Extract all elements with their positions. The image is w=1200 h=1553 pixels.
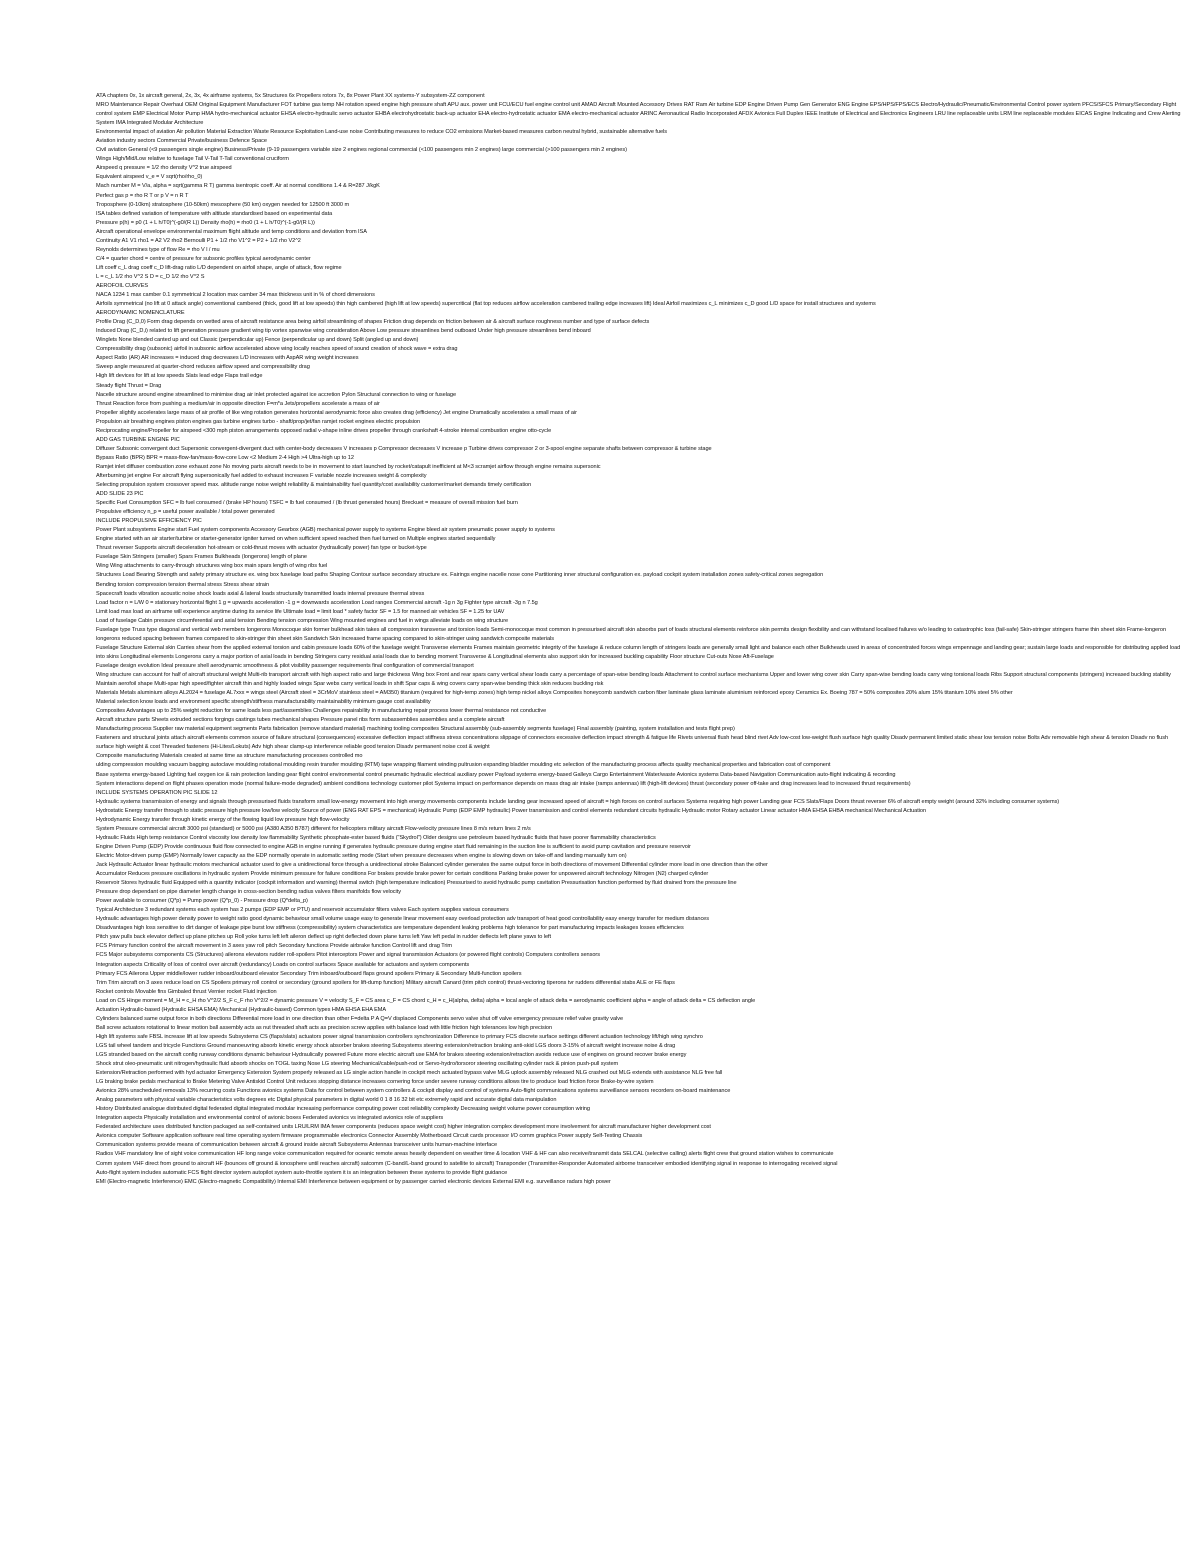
note-line: Bending torsion compression tension thermal stress Stress shear strain bbox=[96, 581, 270, 588]
note-line: Integration aspects Physically installation and environmental control of avionic boxes Federated avionics vs integrated avionics role of suppliers bbox=[96, 1115, 444, 1122]
note-line: Electric Motor-driven pump (EMP) Normally lower capacity as the EDP normally operate in automatic setting mode (Start when pressure decreases when engine is slowing down on take-off and landing manually turn on) bbox=[96, 852, 627, 859]
note-line: Actuation Hydraulic-based (Hydraulic EHSA EMA) Mechanical (Hydraulic-based) Common types HMA EHSA EHA EMA bbox=[96, 1006, 387, 1013]
note-line: Load on CS Hinge moment = M_H = c_H rho V^2/2 S_F c_F rho V^2/2 = dynamic pressure V = velocity S_F = CS area c_F = CS chord c_H = c_H(alpha, delta) alpha = local angle of attack delta = aerodynamic coefficient alpha = angle of attack delta = CS deflection angle bbox=[96, 997, 756, 1004]
note-line: Typical Architecture 3 redundant systems each system has 2 pumps (EDP EMP or PTU) and reservoir accumulator filters valves Each system supplies various consumers bbox=[96, 907, 509, 914]
note-line: Materials Metals aluminium alloys AL2024 = fuselage AL7xxx = wings steel (Aircraft steel = 3CrMoV stainless steel = AM350) titanium (required for high-temp zones) high temp nickel alloys Composites honeycomb sandwich carbon fiber laminate glass laminate aluminium reinforced epoxy Ceramics Ex. Boeing 787 = 50% composites 20% alum 15% titanium 10% steel 5% other bbox=[96, 690, 1013, 697]
note-line: Compressibility drag (subsonic) airfoil in subsonic airflow accelerated above wing locally reaches speed of sound creation of shock wave = extra drag bbox=[96, 346, 458, 353]
note-line: Limit load max load an airframe will experience anytime during its service life Ultimate load = limit load * safety factor SF = 1.5 for manned air vehicles SF = 1.25 for UAV bbox=[96, 608, 505, 615]
note-line: Wing Wing attachments to carry-through structures wing box main spars length of wing ribs fuel bbox=[96, 563, 328, 570]
note-line: Environmental impact of aviation Air pollution Material Extraction Waste Resource Exploitation Land-use noise Contributing measures to reduce CO2 emissions Market-based measures carbon neutral hybrid, sustainable alternative fuels bbox=[96, 129, 667, 136]
note-line: Troposphere (0-10km) stratosphere (10-50km) mesosphere (50 km) oxygen needed for 12500 ft 3000 m bbox=[96, 201, 350, 208]
note-line: ADD GAS TURBINE ENGINE PIC bbox=[96, 436, 180, 443]
note-line: Wing structure can account for half of aircraft structural weight Multi-rib transport aircraft with high aspect ratio and large thickness Wing box Front and rear spars carry vertical shear loads carry a percentage of span-wise bending loads Attachment to control surface mechanisms Upper and lower wing cover skin Carry span-wise bending loads carry wing torsional loads Ribs Support structural components (stringers) increased buckling stability Maintain aerofoil shape Multi-spar high speed/fighter aircraft thin and highly loaded wings Spar webs carry vertical loads in shift Spar caps & wing covers carry span-wise bending thick skin reduces buckling risk bbox=[96, 672, 1171, 688]
note-line: Fuselage type Truss type diagonal and vertical web members longerons Monocoque skin former bulkhead skin takes all compression transverse and torsion loads Semi-monocoque most common in pressurised aircraft skin absorbs part of loads structural elements reinforce skin permits design flexibility and can withstand localised failures w/o leading to catastrophic loss (fail-safe) Skin-stringer stringers frame thin sheet skin Frame-longeron longerons reduced spacing between frames compared to skin-stringer thin sheet skin Sandwich Skin increased frame spacing compared to skin-stringer using sandwich composite materials bbox=[96, 626, 1167, 642]
note-line: Base systems energy-based Lighting fuel oxygen ice & rain protection landing gear flight control environmental control pneumatic hydraulic electrical auxiliary power Payload systems energy-based Galleys Cargo Entertainment Water/waste Avionics systems Data-based Navigation Communication auto-flight indicating & recording bbox=[96, 771, 896, 778]
note-line: LGS tail wheel tandem and tricycle Functions Ground manoeuvring absorb kinetic energy shock absorber brakes steering Subsystems steering extension/retraction braking anti-skid LGS doors 3-15% of aircraft weight increase noise & drag bbox=[96, 1042, 676, 1049]
note-line: Load factor n = L/W 0 = stationary horizontal flight 1 g = upwards acceleration -1 g = downwards acceleration Load ranges Commercial aircraft -1g n 3g Fighter type aircraft -3g n 7.5g bbox=[96, 599, 538, 606]
note-line: Reciprocating engine/Propeller for airspeed <300 mph piston arrangements opposed radial v-shape inline drives propeller through crankshaft 4-stroke internal combustion engine otto-cycle bbox=[96, 427, 552, 434]
note-line: ulding compression moulding vacuum bagging autoclave moulding rotational moulding resin transfer moulding (RTM) tape wrapping filament winding pultrusion expanding bladder moulding etc selection of the manufacturing process affects quality mechanical properties and fabrication cost of component bbox=[96, 762, 831, 769]
note-line: FCS Primary function control the aircraft movement in 3 axes yaw roll pitch Secondary functions Provide airbrake function Control lift and drag Trim bbox=[96, 943, 453, 950]
note-line: Aircraft operational envelope environmental maximum flight altitude and temp conditions and deviation from ISA bbox=[96, 228, 367, 235]
note-line: Propulsive efficiency n_p = useful power available / total power generated bbox=[96, 509, 275, 516]
note-line: Nacelle structure around engine streamlined to minimise drag air inlet protected against ice accretion Pylon Structural connection to wing or fuselage bbox=[96, 391, 457, 398]
note-line: Reservoir Stores hydraulic fluid Equipped with a quantity indicator (cockpit information and warning) thermal switch (high temperature indication) Pressurised to avoid hydraulic pump cavitation Pressurisation function performed by fluid drained from the pressure line bbox=[96, 880, 737, 887]
note-line: Fuselage design evolution Ideal pressure shell aerodynamic smoothness & pilot visibility passenger requirements final configuration of commercial transport bbox=[96, 662, 474, 669]
note-line: Hydraulic systems transmission of energy and signals through pressurised fluids transform small low-energy movement into high energy movements components include landing gear increased speed of aircraft = high forces on control surfaces Systems requiring high power Landing gear FCS Slats/Flaps Doors thrust reverser 6% of aircraft empty weight (around 32% including consumer systems) bbox=[96, 798, 1060, 805]
note-line: Steady flight Thrust = Drag bbox=[96, 382, 162, 389]
note-line: L = c_L 1/2 rho V^2 S D = c_D 1/2 rho V^2 S bbox=[96, 273, 205, 280]
note-line: ISA tables defined variation of temperature with altitude standardised based on experimental data bbox=[96, 210, 333, 217]
note-line: Structures Load Bearing Strength and safety primary structure ex. wing box fuselage load paths Shaping Contour surface secondary structure ex. Fairings engine nacelle nose cone Partitioning inner structural configuration ex. payload cockpit system installation zones safety-critical zones segregation bbox=[96, 572, 824, 579]
note-line: Hydraulic Fluids High temp resistance Control viscosity low density low flammability Synthetic phosphate-ester based fluids ("Skydrol") Older designs use petroleum based hydraulic fluids that have poorer flammability characteristics bbox=[96, 834, 656, 841]
note-line: AEROFOIL CURVES bbox=[96, 282, 149, 289]
note-line: Perfect gas p = rho R T or p V = n R T bbox=[96, 192, 189, 199]
note-line: AERODYNAMIC NOMENCLATURE bbox=[96, 310, 185, 317]
note-line: Profile Drag (C_D,0) Form drag depends on wetted area of aircraft resistance area being airfoil streamlining of shapes Friction drag depends on friction between air & aircraft surface roughness number and type of surface defects bbox=[96, 319, 650, 326]
note-line: NACA 1234 1 max camber 0.1 symmetrical 2 location max camber 34 max thickness unit in % of chord dimensions bbox=[96, 292, 375, 299]
note-line: Load of fuselage Cabin pressure circumferential and axial tension Bending tension compression Wing mounted engines and fuel in wings alleviate loads on wing structure bbox=[96, 617, 509, 624]
note-line: Hydrostatic Energy transfer through to static pressure high pressure low/low velocity Source of power (ENG RAT EPS = mechanical) Hydraulic Pump (EDP EMP hydraulic) Power transmission and control elements redundant circuits hydraulic Hydraulic motor Rotary actuator Linear actuator HMA EHSA EHBA mechanical Mechanical Actuation bbox=[96, 807, 927, 814]
note-line: Disadvantages high loss sensitive to dirt danger of leakage pipe burst low stiffness (compressibility) system characteristics are temperature dependent leaking problems high tolerance for part manufacturing impacts leakages losses efficiencies bbox=[96, 925, 684, 932]
note-line: Avionics computer Software application software real time operating system firmware programmable electronics Connector Assembly Motherboard Circuit cards processor I/O comm graphics Power supply Self-Testing Chassis bbox=[96, 1133, 643, 1140]
note-line: Selecting propulsion system crossover speed max. altitude range noise weight reliability & maintainability fuel quantity/cost availability customer/market demands timely certification bbox=[96, 482, 532, 489]
note-line: Trim Trim aircraft on 3 axes reduce load on CS Spoilers primary roll control or secondary (ground spoilers for lift-dump function) Military aircraft Canard (trim pitch control) thrust-vectoring tiperons tvr rudders differential stabs ALE or FE flaps bbox=[96, 979, 675, 986]
note-line: Specific Fuel Consumption SFC = lb fuel consumed / (brake HP hours) TSFC = lb fuel consumed / (lb thrust generated hours) Breckuet = measure of overall mission fuel burn bbox=[96, 500, 518, 507]
note-line: Federated architecture uses distributed function packaged as self-contained units LRU/LRM IMA fewer components (reduces space weight cost) higher integration complex development more involvement for aircraft manufacturer higher development cost bbox=[96, 1124, 711, 1131]
note-line: ADD SLIDE 23 PIC bbox=[96, 491, 144, 498]
note-line: Pitch yaw pulls back elevator deflect up plane pitches up Roll yoke turns left left aileron deflect up right deflected down plane turns left Yaw left pedal in rudder deflects left plane yaws to left bbox=[96, 934, 552, 941]
note-line: Power available to consumer (Q*p) = Pump power (Q*p_0) - Pressure drop (Q*delta_p) bbox=[96, 898, 308, 905]
note-line: C/4 = quarter chord = centre of pressure for subsonic profiles typical aerodynamic center bbox=[96, 255, 311, 262]
note-line: Comm system VHF direct from ground to aircraft HF (bounces off ground & ionosphere until reaches aircraft) satcomm (C-band/L-band ground to satellite to aircraft) Transponder (Transmitter-Responder Automated airborne transceiver embodied identifying signal in response to interrogating received signal bbox=[96, 1160, 838, 1167]
note-line: Reynolds determines type of flow Re = rho V l / mu bbox=[96, 246, 220, 253]
note-line: System interactions depend on flight phases operation mode (normal failure-mode degraded) ambient conditions technology customer pilot Systems impact on performance depends on mass drag air intake (ramps antennas) lift (high-lift devices) thrust (secondary power off-take and drag increases lead to increased thrust requirements) bbox=[96, 780, 911, 787]
note-line: Fuselage Skin Stringers (smaller) Spars Frames Bulkheads (longerons) length of plane bbox=[96, 554, 307, 561]
note-line: Pressure p(h) = p0 (1 + L h/T0)^(-g0/(R L)) Density rho(h) = rho0 (1 + L h/T0)^(-1-g0/(R L)) bbox=[96, 219, 315, 226]
note-line: Winglets None blended canted up and out Classic (perpendicular up) Fence (perpendicular up and down) Split (angled up and down) bbox=[96, 337, 419, 344]
note-line: Ball screw actuators rotational to linear motion ball assembly acts as nut threaded shaft acts as precision screw applies with balance load with little friction high tolerances low high precision bbox=[96, 1024, 553, 1031]
note-line: Ramjet inlet diffuser combustion zone exhaust zone No moving parts aircraft needs to be in movement to start launched by rocket/catapult inefficient at M<3 scramjet airflow through engine remains supersonic bbox=[96, 463, 601, 470]
note-line: System Pressure commercial aircraft 3000 psi (standard) or 5000 psi (A380 A350 B787) different for helicopters military aircraft Flow-velocity pressure lines 8 m/s return lines 2 m/s bbox=[96, 825, 531, 832]
note-line: Accumulator Reduces pressure oscillations in hydraulic system Provide minimum pressure for failure conditions For brakes provide brake power for certain conditions Parking brake power for unpowered aircraft technology Nitrogen (N2) charged cylinder bbox=[96, 871, 709, 878]
note-line: Airspeed q pressure = 1/2 rho density V^2 true airspeed bbox=[96, 165, 232, 172]
note-line: Wings High/Mid/Low relative to fuselage Tail V-Tail T-Tail conventional cruciform bbox=[96, 156, 289, 163]
note-line: Fasteners and structural joints attach aircraft elements common source of failure structural (consequences) excessive deflection impact stiffness stress concentrations slippage of connectors excessive deflection impact strength & fatigue life Rivets universal flush head blind rivet Adv low-cost low-weight flush surface high quality Disadv permanent limited static shear low tension noise Bolts Adv removable high shear & tension Disadv no flush surface high weight & cost Threaded fasteners (Hi-Lites/Lokuts) Adv high shear clamp-up interference reliable good tension Disadv permanent noise cost & weight bbox=[96, 735, 1169, 751]
note-line: Avionics 28% unscheduled removals 13% recurring costs Functions avionics systems Data for control between system controllers & cockpit display and control of systems Auto-flight communications systems surveillance sensors recorders on-board maintenance bbox=[96, 1088, 731, 1095]
note-line: Composite manufacturing Materials created at same time as structure manufacturing processes controlled mo bbox=[96, 753, 363, 760]
note-line: Thrust Reaction force from pushing a medium/air in opposite direction F=m*a Jets/propellers accelerate a mass of air bbox=[96, 400, 380, 407]
note-line: Continuity A1 V1 rho1 = A2 V2 rho2 Bernoulli P1 + 1/2 rho V1^2 = P2 + 1/2 rho V2^2 bbox=[96, 237, 301, 244]
note-line: Hydraulic advantages high power density power to weight ratio good dynamic behaviour small volume usage easy to generate linear movement easy overload protection adv transport of heat good controllability easy energy transfer for medium distances bbox=[96, 916, 709, 923]
note-line: Aspect Ratio (AR) AR increases = induced drag decreases L/D increases with AspAR wing weight increases bbox=[96, 355, 359, 362]
note-line: High lift devices for lift at low speeds Slats lead edge Flaps trail edge bbox=[96, 373, 263, 380]
note-line: Bypass Ratio (BPR) BPR = mass-flow-fan/mass-flow-core Low <2 Medium 2-4 High >4 Ultra-high up to 12 bbox=[96, 454, 354, 461]
note-line: Composites Advantages up to 25% weight reduction for same loads less part/assemblies Challenges repairability in manufacturing repair process lower thermal resistance not conductive bbox=[96, 708, 547, 715]
note-line: INCLUDE SYSTEMS OPERATION PIC SLIDE 12 bbox=[96, 789, 218, 796]
note-line: Integration aspects Criticality of loss of control over aircraft (redundancy) Loads on control surfaces Space available for actuators and system components bbox=[96, 961, 470, 968]
note-line: Sweep angle measured at quarter-chord reduces airflow speed and compressibility drag bbox=[96, 364, 310, 371]
note-line: History Distributed analogue distributed digital federated digital integrated modular increasing performance computing power cost reliability complexity Decreasing weight volume power consumption wiring bbox=[96, 1106, 590, 1113]
note-line: Rocket controls Movable fins Gimbaled thrust Vernier rocket Fluid injection bbox=[96, 988, 277, 995]
note-line: High lift systems safe FBSL increase lift at low speeds Subsystems CS (flaps/slats) actuators power signal transmission controllers synchronization Difference to primary FCS discrete surface settings different actuation technology lift/high wing synchro bbox=[96, 1033, 703, 1040]
notes-body bbox=[96, 92, 1182, 1187]
note-line: Engine Driven Pump (EDP) Provide continuous fluid flow connected to engine AGB in engine running if generates hydraulic pressure during engine start fluid remaining in the suction line is sufficient to avoid pump cavitation and pressure reservoir bbox=[96, 843, 691, 850]
note-line: Jack Hydraulic Actuator linear hydraulic motors mechanical actuator used to give a unidirectional force through a unidirectional stroke Balanced cylinder generates the same output force in both directions of movement Differential cylinder more load in one direction than the other bbox=[96, 861, 768, 868]
note-line: Material selection know loads and environment specific strength/stiffness manufacturability maintainability minimum gauge cost availability bbox=[96, 699, 431, 706]
note-line: Aviation industry sectors Commercial Private/business Defence Space bbox=[96, 138, 267, 145]
note-line: Equivalent airspeed v_e = V sqrt(rho/rho_0) bbox=[96, 174, 203, 181]
note-line: Propulsion air breathing engines piston engines gas turbine engines turbo - shaft/prop/jet/fan ramjet rocket engines electric propulsion bbox=[96, 418, 421, 425]
note-line: LGS stranded based on the aircraft config runway conditions dynamic behaviour Hydraulically powered Future more electric aircraft use EMA for brakes steering extension/retraction avoids reduce use of engines on ground recover brake energy bbox=[96, 1051, 687, 1058]
note-line: Induced Drag (C_D,i) related to lift generation pressure gradient wing tip vortex spanwise wing consideration Above Low pressure streamlines bend outboard Under high pressure streamlines bend inboard bbox=[96, 328, 591, 335]
note-line: INCLUDE PROPULSIVE EFFICIENCY PIC bbox=[96, 518, 202, 525]
note-line: Fuselage Structure External skin Carries shear from the applied external torsion and cabin pressure loads 60% of the fuselage weight Transverse elements Frames maintain geometric integrity of the fuselage & reduce column length of stringers loads are generally small light and balance each other Bulkheads used in areas of concentrated forces wings empennage and landing gear; sustain large loads and responsible for distributing applied load into skins Longitudinal elements Longerons carry a major portion of axial loads in bending Stringers carry residual axial loads due to bending moment Transverse & Longitudinal elements also support skin for increased buckling capability Floor structure Cut-outs Nose Aft-Fuselage bbox=[96, 644, 1181, 660]
note-line: Aircraft structure parts Sheets extruded sections forgings castings tubes mechanical shapes Pressure panel ribs form subassemblies assemblies and a complete aircraft bbox=[96, 717, 505, 724]
note-line: Primary FCS Ailerons Upper middle/lower rudder inboard/outboard elevator Secondary Trim inboard/outboard flaps ground spoilers Primary & Secondary Multi-function spoilers bbox=[96, 970, 522, 977]
note-line: Lift coeff c_L drag coeff c_D lift-drag ratio L/D dependent on airfoil shape, angle of attack, flow regime bbox=[96, 264, 342, 271]
note-line: Manufacturing process Supplier raw material equipment segments Parts fabrication (remove standard material) machining tooling composites Structural assembly (sub-assembly segments fuselage) Final assembly (painting, system installation and tests flight prep) bbox=[96, 726, 735, 733]
note-line: LG braking brake pedals mechanical to Brake Metering Valve Antiskid Control Unit reduces stopping distance increases cornering force under severe runway conditions allows tire to produce load friction force Brake-by-wire system bbox=[96, 1079, 654, 1086]
note-line: Auto-flight system includes automatic FCS flight director system autopilot system auto-throttle system it is an integration between these systems to provide flight guidance bbox=[96, 1169, 508, 1176]
note-line: Afterburning jet engine For aircraft flying supersonically fuel added to exhaust increases F variable nozzle increases weight & complexity bbox=[96, 472, 427, 479]
note-line: MRO Maintenance Repair Overhaul OEM Original Equipment Manufacturer FOT turbine gas temp NH rotation speed engine high pressure shaft APU aux. power unit FCU/ECU fuel engine control unit AMAD Aircraft Mounted Accessory Drives RAT Ram Air turbine EDP Engine Driven Pump Gen Generator ENG Engine EPS/HPS/FPS/ECS Electro/Hydraulic/Pneumatic/Environmental Control power system PFCS/SFCS Primary/Secondary Flight control system EMP Electrical Motor Pump HMA hydro-mechanical actuator EHSA electro-hydraulic servo actuator EHBA electrohydrostatic back-up actuator EHA electro-hydrostatic actuator EMA electro-mechanical actuator ARINC Aeronautical Radio Incorporated AFDX Avionics Full Duplex IEEE Institute of Electrical and Electronics Engineers LRU line replaceable units LRM line replaceable modules EICAS Engine Indicating and Crew Alerting System IMA Integrated Modular Architecture bbox=[96, 102, 1181, 127]
note-line: ATA chapters 0x, 1x aircraft general, 2x, 3x, 4x airframe systems, 5x Structures 6x Propellers rotors 7x, 8x Power Plant XX systems-Y subsystem-ZZ component bbox=[96, 93, 485, 99]
note-line: Propeller slightly accelerates large mass of air profile of like wing rotation generates horizontal aerodynamic force also creates drag (efficiency) Jet engine Dramatically accelerates a small mass of air bbox=[96, 409, 577, 416]
note-line: Mach number M = V/a, alpha = sqrt(gamma R T) gamma isentropic coeff. Air at normal conditions 1.4 & R=287 J/kgK bbox=[96, 183, 380, 190]
note-line: Civil aviation General (<9 passengers single engine) Business/Private (9-19 passengers variable size 2 engines regional commercial (<100 passengers min 2 engines) large commercial (>100 passengers min 2 engines) bbox=[96, 147, 627, 154]
note-line: Pressure drop dependant on pipe diameter length change in cross-section bending radius valves filters manifolds flow velocity bbox=[96, 889, 401, 896]
note-line: Engine started with an air starter/turbine or starter-generator igniter turned on when sufficient speed reached then fuel turned on Multiple engines started sequentially bbox=[96, 536, 496, 543]
note-line: Communication systems provide means of communication between aircraft & ground inside aircraft Subsystems Antennas transceiver units human-machine interface bbox=[96, 1142, 498, 1149]
note-line: Hydrodynamic Energy transfer through kinetic energy of the flowing liquid low pressure high flow-velocity bbox=[96, 816, 350, 823]
note-line: Radios VHF mandatory line of sight voice communication HF long range voice communication required for oceanic remote areas heavily dependent on weather time & location VHF & HF can also receive/transmit data SELCAL (selective calling) alerts flight crew that ground station wishes to communicate bbox=[96, 1151, 834, 1158]
note-line: Extension/Retraction performed with hyd actuator Emergency Extension System properly released as LG single action handle in cockpit mech actuated bypass valve MLG uplock assembly released NLG crashed out MLG extends with assistance NLG free fall bbox=[96, 1070, 723, 1077]
note-line: Power Plant subsystems Engine start Fuel system components Accessory Gearbox (AGB) mechanical power supply to systems Engine bleed air system pneumatic power supply to systems bbox=[96, 527, 555, 534]
note-line: Airfoils symmetrical (no lift at 0 attack angle) conventional cambered (thick, good lift at low speeds) thin high cambered (high lift at low speeds) supercritical (flat top reduces airflow acceleration cambered trailing edge increases lift) Ideal Airfoil maximizes c_L minimizes c_D good L/D space for install structures and systems bbox=[96, 301, 876, 308]
note-line: EMI (Electro-magnetic Interference) EMC (Electro-magnetic Compatibility) Internal EMI Interference between equipment or by passenger carried electronic devices External EMI e.g. surveillance radars high power bbox=[96, 1178, 611, 1185]
note-line: Cylinders balanced same output force in both directions Differential more load in one direction than other F=delta P A Q=V displaced Components servo valve shut off valve emergency pressure relief valve gravity valve bbox=[96, 1015, 624, 1022]
note-line: Analog parameters with physical variable characteristics volts degrees etc Digital physical parameters in digital world 0 1 8 16 32 bit etc extremely rapid and accurate digital data manipulation bbox=[96, 1097, 557, 1104]
note-line: Shock strut oleo-pneumatic unit nitrogen/hydraulic fluid absorb shocks on TOGL taxing Nose LG steering Mechanical/cable/push-rod or Servo-hydro/torsoror steering oscillating cylinder rack & pinion push-pull system bbox=[96, 1061, 619, 1068]
note-line: Thrust reverser Supports aircraft deceleration hot-stream or cold-thrust moves with actuator (hydraulically power) fan type or bucket-type bbox=[96, 545, 427, 552]
note-line: FCS Major subsystems components CS (Structures) ailerons elevators rudder roll-spoilers Pitot interceptors Power and signal transmission Actuators (or powered flight controls) Computers controllers sensors bbox=[96, 952, 600, 959]
note-line: Diffuser Subsonic convergent duct Supersonic convergent-divergent duct with center-body decreases V increases p Compressor decreases V increase p Turbine drives compressor 2 or 3-spool engine separate shafts between compressor & turbine stage bbox=[96, 445, 712, 452]
note-line: Spacecraft loads vibration acoustic noise shock loads axial & lateral loads structurally transmitted loads internal pressure thermal stress bbox=[96, 590, 425, 597]
